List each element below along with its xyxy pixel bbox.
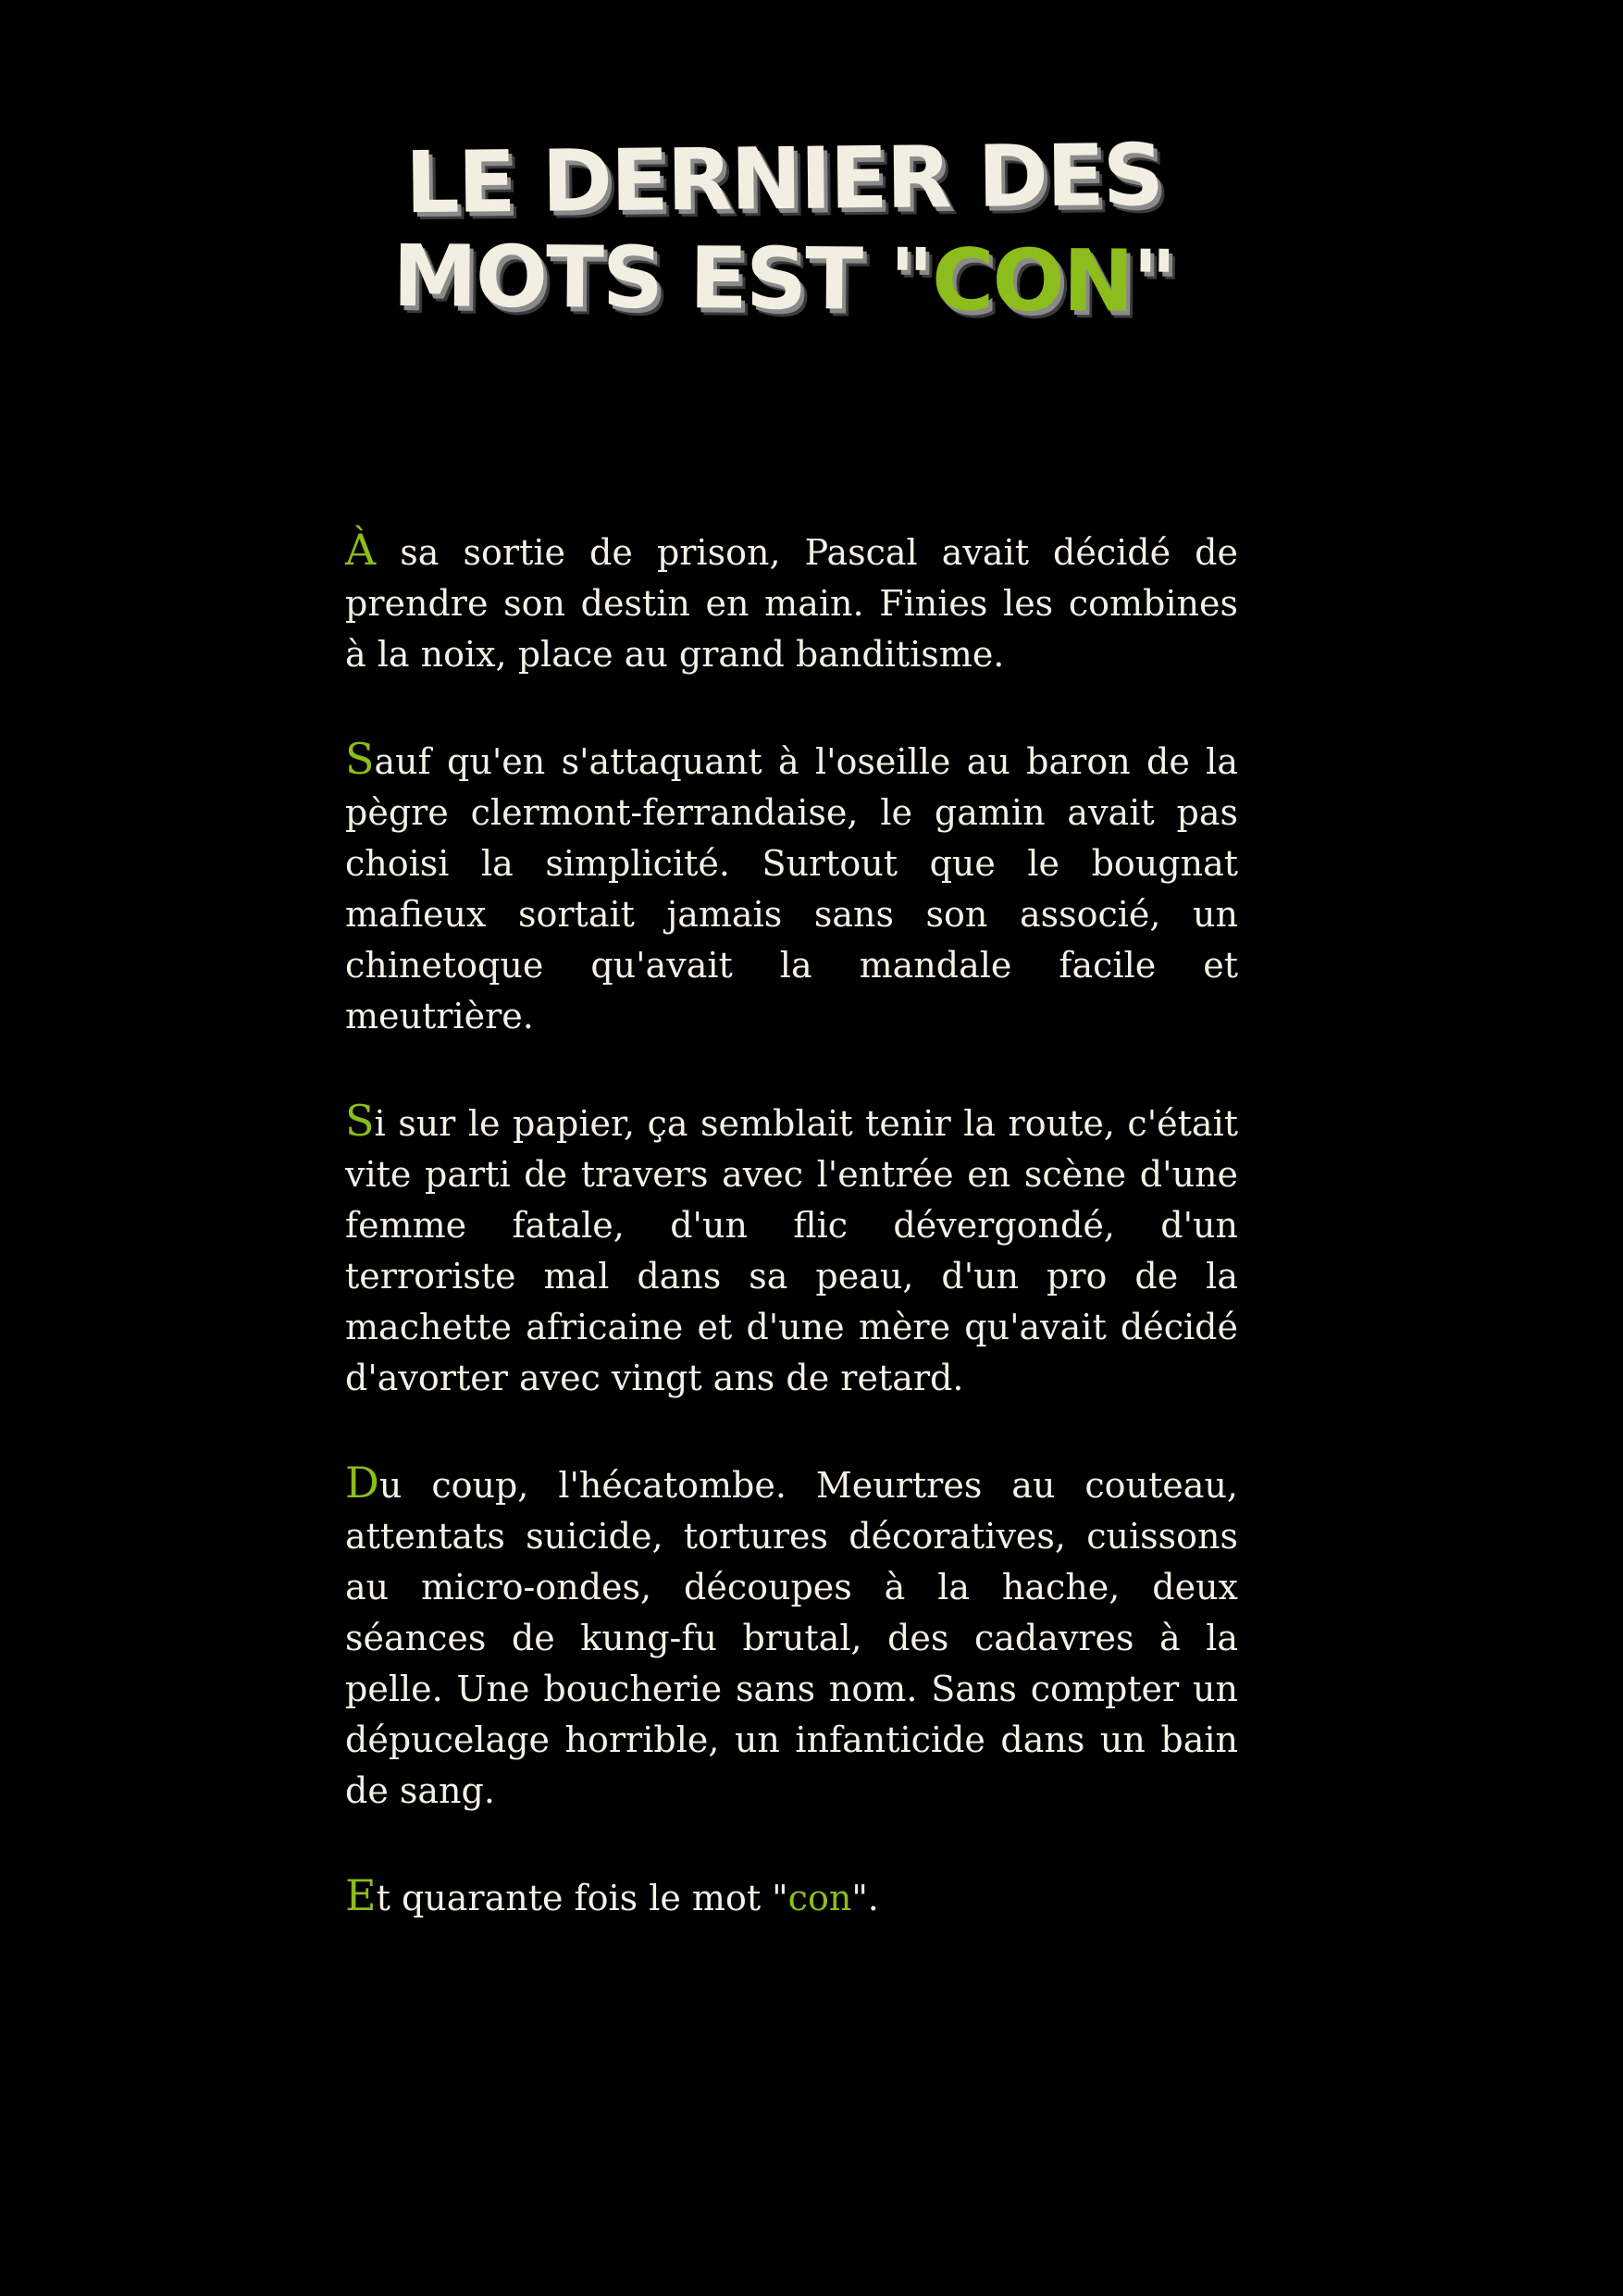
title-highlight-word: CON bbox=[931, 230, 1134, 331]
synopsis-paragraph-3 bbox=[345, 1096, 1238, 1404]
closing-highlight-word: con bbox=[787, 1878, 852, 1918]
title-line-2 bbox=[0, 224, 1567, 335]
title-line-2-prefix: MOTS EST " bbox=[391, 227, 933, 330]
paragraph-initial: E bbox=[345, 1870, 377, 1920]
synopsis-paragraph-1 bbox=[345, 525, 1238, 680]
synopsis-paragraph-2 bbox=[345, 734, 1238, 1042]
synopsis-text bbox=[345, 525, 1238, 1924]
book-title bbox=[0, 125, 1567, 331]
paragraph-body: i sur le papier, ça semblait tenir la route, c'était vite parti de travers avec l'entrée en scène d'une femme fatale, d'un flic dévergondé, d'un terroriste mal dans sa peau, d'un pro de la machette africaine et d'une mère qu'avait décidé d'avorter avec vingt ans de retard. bbox=[345, 1103, 1238, 1398]
paragraph-initial: D bbox=[345, 1458, 379, 1508]
synopsis-closing-line bbox=[345, 1870, 1238, 1924]
closing-text-before: t quarante fois le mot " bbox=[376, 1878, 788, 1918]
paragraph-body: sa sortie de prison, Pascal avait décidé de prendre son destin en main. Finies les combines à la noix, place au grand banditisme. bbox=[345, 532, 1238, 675]
paragraph-initial: À bbox=[345, 525, 377, 575]
paragraph-body: u coup, l'hécatombe. Meurtres au couteau, attentats suicide, tortures décoratives, cuissons au micro-ondes, découpes à la hache, deux séances de kung-fu brutal, des cadavres à la pelle. Une boucherie sans nom. Sans compter un dépucelage horrible, un infanticide dans un bain de sang. bbox=[345, 1465, 1238, 1811]
title-line-1: LE DERNIER DES bbox=[404, 125, 1163, 233]
paragraph-initial: S bbox=[345, 734, 375, 784]
title-line-2-suffix: " bbox=[1132, 231, 1176, 331]
paragraph-body: auf qu'en s'attaquant à l'oseille au baron de la pègre clermont-ferrandaise, le gamin avait pas choisi la simplicité. Surtout que le bougnat mafieux sortait jamais sans son associé, un chinetoque qu'avait la mandale facile et meutrière. bbox=[345, 741, 1238, 1036]
paragraph-initial: S bbox=[345, 1096, 375, 1146]
synopsis-paragraph-4 bbox=[345, 1458, 1238, 1817]
closing-text-after: ". bbox=[851, 1878, 879, 1918]
